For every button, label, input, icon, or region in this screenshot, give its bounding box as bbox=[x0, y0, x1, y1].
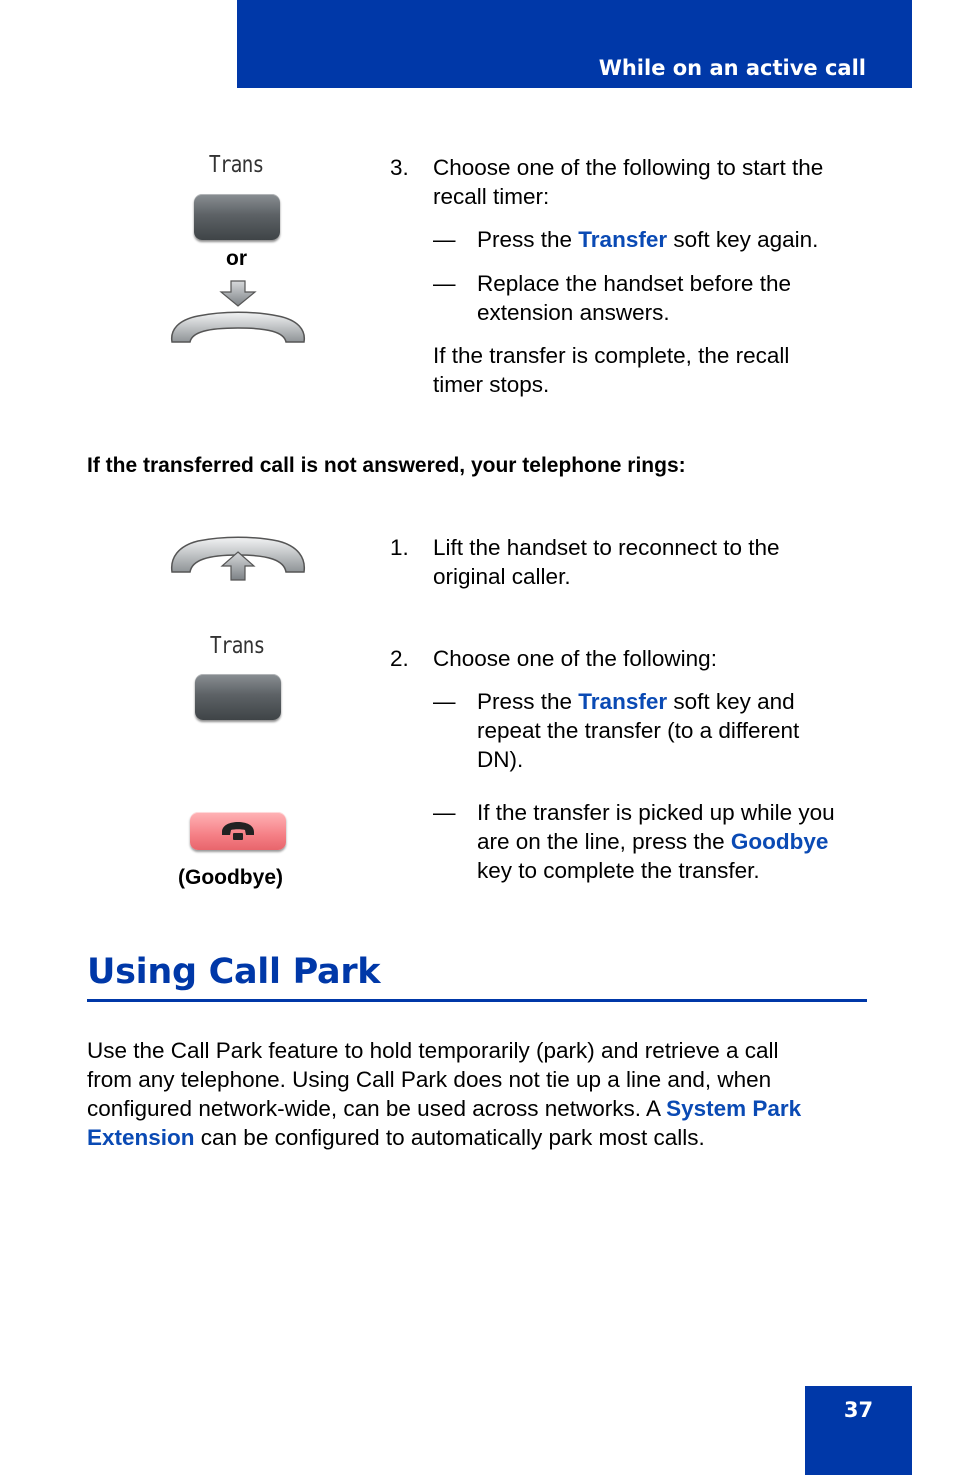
transfer-softkey-icon bbox=[195, 674, 281, 720]
option-replace-line-2: extension answers. bbox=[477, 300, 670, 325]
softkey-label-trans: Trans bbox=[209, 633, 265, 659]
paragraph-line-4: Extension can be configured to automatically park most calls. bbox=[87, 1125, 705, 1150]
step-1-number: 1. bbox=[390, 535, 409, 560]
option-press-transfer: Press the Transfer soft key and bbox=[477, 689, 795, 714]
softkey-label-trans: Trans bbox=[208, 152, 264, 178]
step-1-line-2: original caller. bbox=[433, 564, 571, 589]
option-goodbye-line-3: key to complete the transfer. bbox=[477, 858, 760, 883]
goodbye-key-name: Goodbye bbox=[730, 829, 829, 854]
dash: — bbox=[433, 689, 456, 714]
paragraph-line-2: from any telephone. Using Call Park does not tie up a line and, when bbox=[87, 1067, 772, 1092]
extension-link: Extension bbox=[87, 1125, 195, 1150]
transfer-key-name: Transfer bbox=[578, 227, 668, 252]
option-goodbye-line-2: are on the line, press the Goodbye bbox=[477, 829, 829, 854]
note-line-1: If the transfer is complete, the recall bbox=[433, 343, 790, 368]
goodbye-key-icon bbox=[190, 812, 286, 850]
transfer-key-name: Transfer bbox=[578, 689, 668, 714]
paragraph-line-1: Use the Call Park feature to hold temporarily (park) and retrieve a call bbox=[87, 1038, 779, 1063]
page-number-box bbox=[805, 1386, 912, 1475]
option-replace-line-1: Replace the handset before the bbox=[477, 271, 791, 296]
step-2-text: Choose one of the following: bbox=[433, 646, 717, 671]
handset-replace-icon bbox=[168, 308, 308, 348]
dash: — bbox=[433, 271, 456, 296]
goodbye-label: (Goodbye) bbox=[178, 866, 283, 889]
dash: — bbox=[433, 227, 456, 252]
option-goodbye-line-1: If the transfer is picked up while you bbox=[477, 800, 835, 825]
dash: — bbox=[433, 800, 456, 825]
subheading: If the transferred call is not answered, your telephone rings: bbox=[87, 454, 686, 477]
option-repeat-line-2: repeat the transfer (to a different bbox=[477, 718, 800, 743]
step-3-number: 3. bbox=[390, 155, 409, 180]
header-title: While on an active call bbox=[598, 56, 866, 80]
header-bar bbox=[237, 0, 912, 88]
handset-lift-icon bbox=[168, 534, 308, 582]
note-line-2: timer stops. bbox=[433, 372, 550, 397]
paragraph-line-3: configured network-wide, can be used across networks. A System Park bbox=[87, 1096, 802, 1121]
section-rule bbox=[87, 999, 867, 1002]
transfer-softkey-icon bbox=[194, 194, 280, 240]
option-press-transfer: Press the Transfer soft key again. bbox=[477, 227, 819, 252]
step-3-text-line-1: Choose one of the following to start the bbox=[433, 155, 824, 180]
page-number: 37 bbox=[843, 1398, 874, 1422]
option-repeat-line-3: DN). bbox=[477, 747, 524, 772]
system-park-link: System Park bbox=[666, 1096, 802, 1121]
step-2-number: 2. bbox=[390, 646, 409, 671]
or-label: or bbox=[226, 247, 247, 270]
phone-hangup-icon bbox=[220, 820, 256, 842]
step-3-text-line-2: recall timer: bbox=[433, 184, 550, 209]
arrow-down-icon bbox=[218, 280, 258, 308]
section-heading: Using Call Park bbox=[87, 952, 381, 992]
step-1-line-1: Lift the handset to reconnect to the bbox=[433, 535, 780, 560]
